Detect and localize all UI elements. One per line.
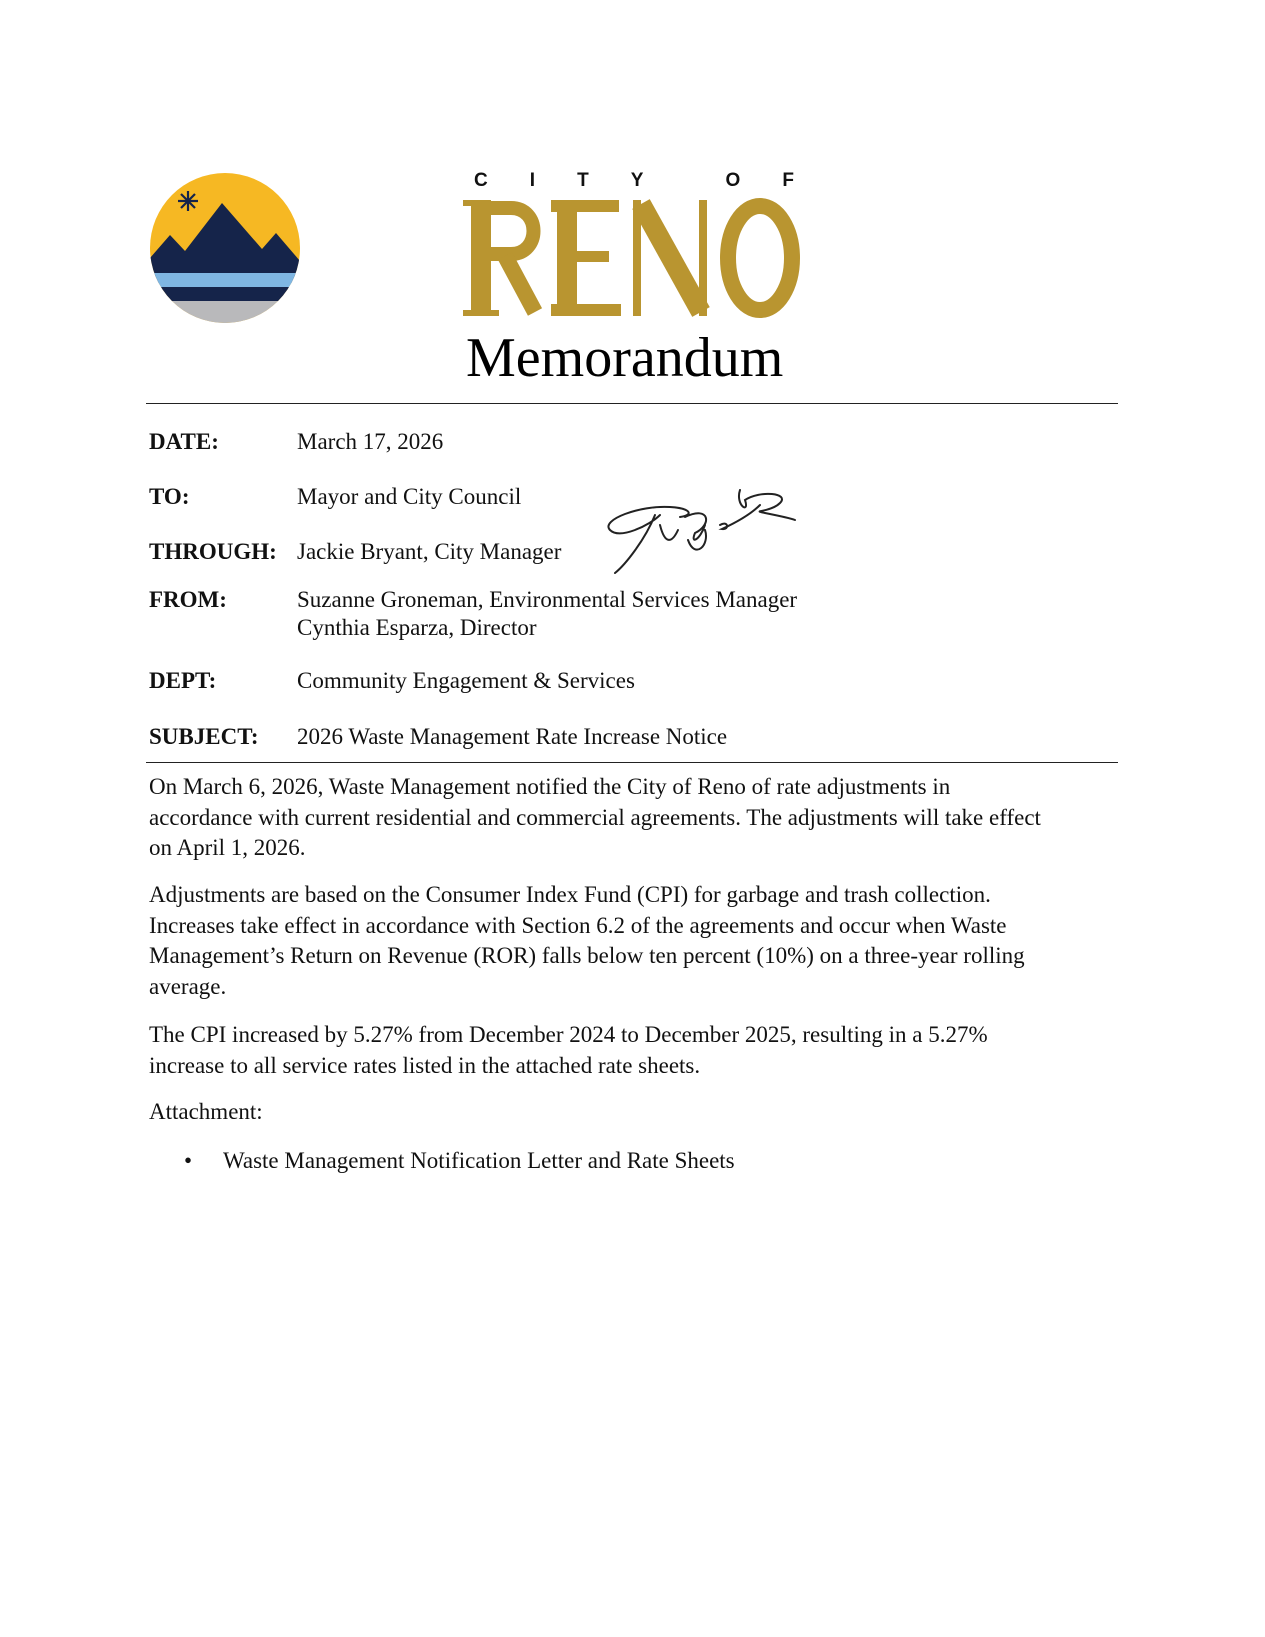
wordmark-letter-e xyxy=(551,200,621,316)
paragraph-notification xyxy=(149,772,1041,864)
subject-label: SUBJECT: xyxy=(149,724,259,749)
text-line: On March 6, 2026, Waste Management notified the City of Reno of rate adjustments in xyxy=(149,774,951,799)
to-value: Mayor and City Council xyxy=(297,484,522,509)
subject-value: 2026 Waste Management Rate Increase Notice xyxy=(297,724,728,749)
text-line: increase to all service rates listed in the attached rate sheets. xyxy=(149,1052,701,1078)
city-of-wordmark xyxy=(474,170,794,192)
city-seal-logo xyxy=(150,173,300,323)
text-line: on April 1, 2026. xyxy=(149,835,306,860)
wordmark-letter: T xyxy=(577,170,589,191)
from-label: FROM: xyxy=(149,587,227,612)
text-line: Adjustments are based on the Consumer Index Fund (CPI) for garbage and trash collection. xyxy=(149,882,991,907)
fields-divider xyxy=(146,762,1118,763)
dept-value: Community Engagement & Services xyxy=(297,668,635,693)
wordmark-letter: F xyxy=(782,170,794,191)
wordmark-letter-n xyxy=(633,200,707,316)
paragraph-cpi xyxy=(149,1020,988,1081)
star-icon xyxy=(178,191,198,211)
reno-wordmark xyxy=(463,198,803,318)
wordmark-letter-o xyxy=(728,206,792,310)
page-title: Memorandum xyxy=(466,327,784,389)
date-value: March 17, 2026 xyxy=(297,429,444,454)
to-label: TO: xyxy=(149,484,190,509)
through-value: Jackie Bryant, City Manager xyxy=(297,539,562,564)
wordmark-letter-r xyxy=(463,200,535,316)
paragraph-adjustments xyxy=(149,880,1025,1002)
attachment-item: Waste Management Notification Letter and Rate Sheets xyxy=(223,1148,735,1173)
header-divider xyxy=(146,403,1118,404)
dept-label: DEPT: xyxy=(149,668,217,693)
bullet-icon: • xyxy=(184,1148,193,1173)
wordmark-letter: I xyxy=(529,170,536,191)
attachment-label: Attachment: xyxy=(149,1099,263,1124)
text-line: The CPI increased by 5.27% from December 2024 to December 2025, resulting in a 5.27% xyxy=(149,1022,988,1047)
from-value-2: Cynthia Esparza, Director xyxy=(297,615,537,640)
text-line: Management’s Return on Revenue (ROR) falls below ten percent (10%) on a three-year rolling xyxy=(149,943,1025,968)
wordmark-letter: O xyxy=(725,170,741,191)
signature xyxy=(600,485,800,580)
from-value-1: Suzanne Groneman, Environmental Services Manager xyxy=(297,587,798,612)
wordmark-letter: Y xyxy=(630,170,644,191)
text-line: accordance with current residential and commercial agreements. The adjustments will take effect xyxy=(149,804,1041,830)
text-line: average. xyxy=(149,973,227,999)
through-label: THROUGH: xyxy=(149,539,277,564)
date-label: DATE: xyxy=(149,429,219,454)
wordmark-letter: C xyxy=(474,170,488,191)
text-line: Increases take effect in accordance with Section 6.2 of the agreements and occur when Waste xyxy=(149,912,1007,938)
